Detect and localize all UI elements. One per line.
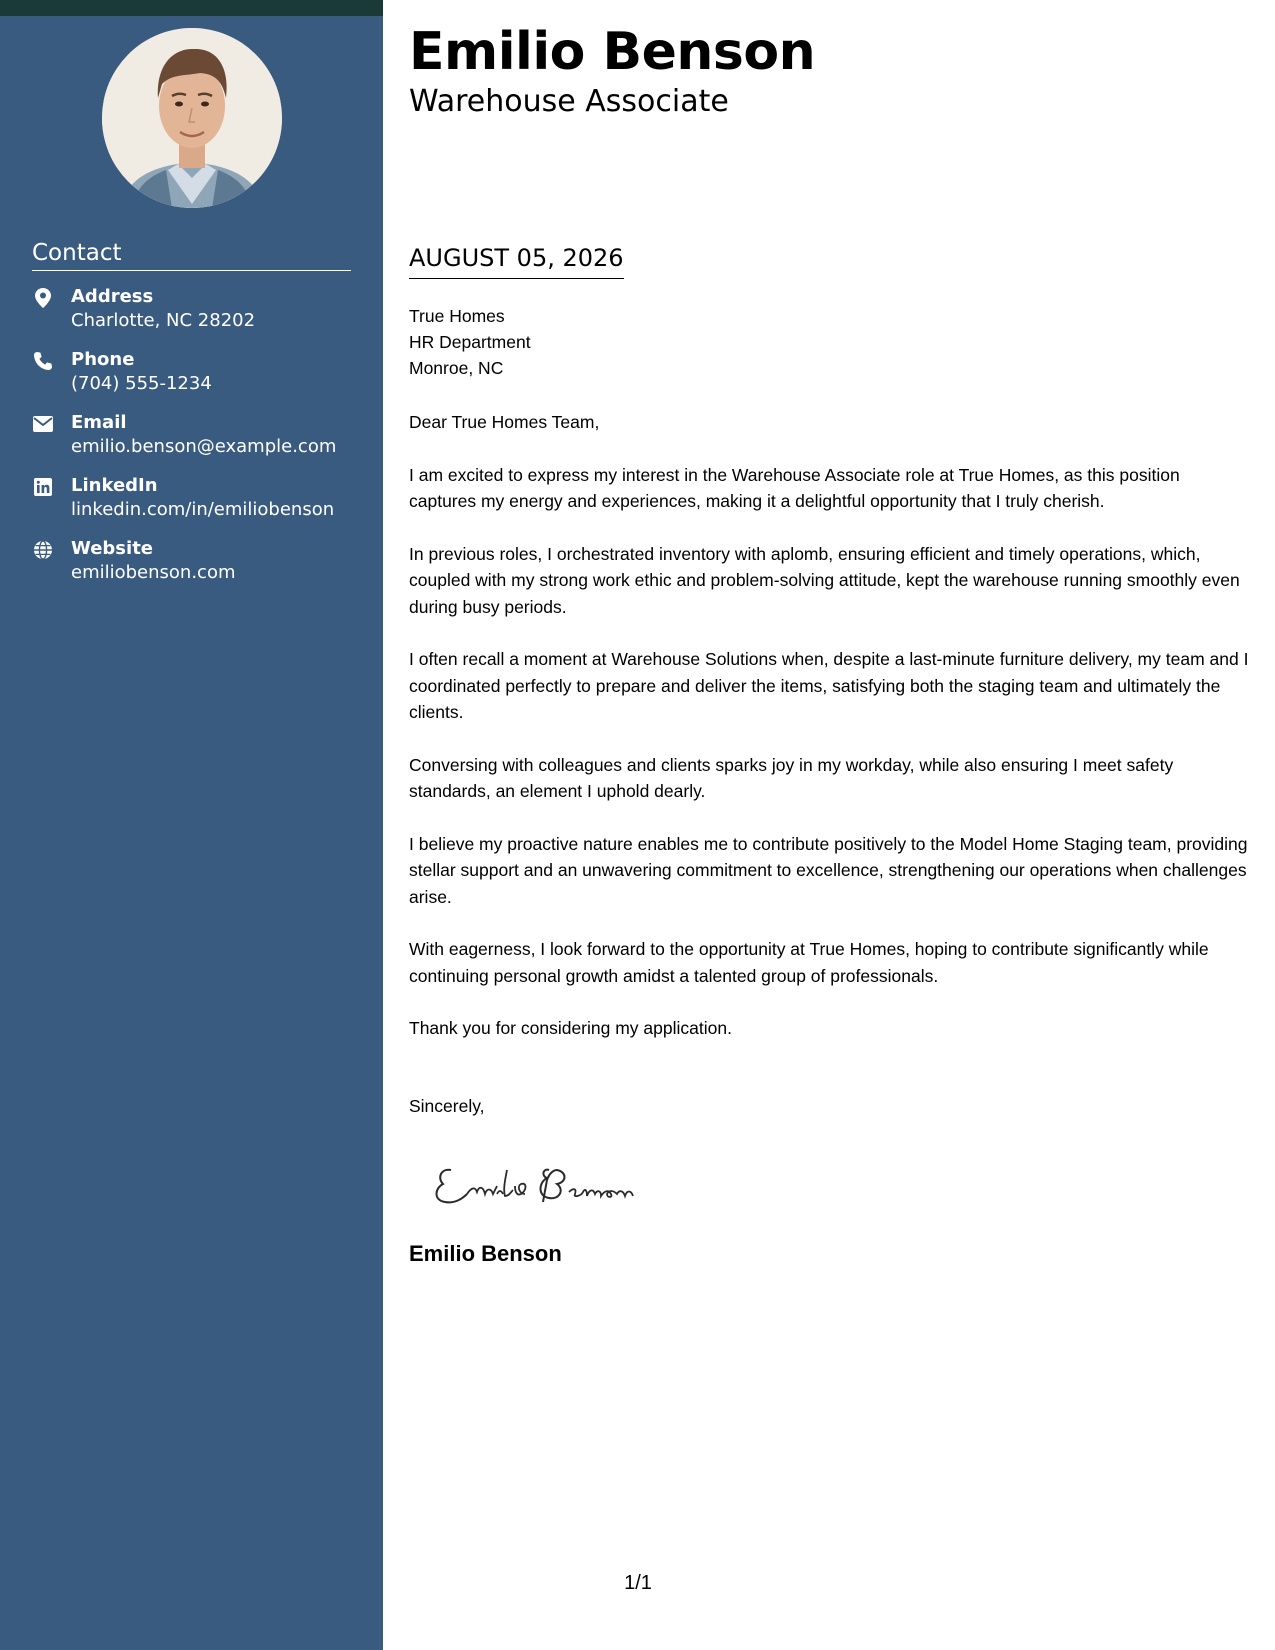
contact-value-website[interactable]: emiliobenson.com <box>71 562 236 583</box>
contact-list <box>32 285 362 600</box>
contact-label: Address <box>71 286 154 307</box>
recipient-department: HR Department <box>409 332 531 352</box>
phone-icon <box>32 350 54 372</box>
contact-item-phone <box>32 348 362 411</box>
job-title: Warehouse Associate <box>409 84 729 119</box>
salutation: Dear True Homes Team, <box>409 412 600 432</box>
paragraph: In previous roles, I orchestrated inventory with aplomb, ensuring efficient and timely operations, which, coupled with my strong work ethic and problem-solving attitude, kept the warehouse running smoothly even during busy periods. <box>409 543 1240 617</box>
contact-item-website <box>32 537 362 600</box>
paragraph: I believe my proactive nature enables me to contribute positively to the Model Home Staging team, providing stellar support and an unwavering commitment to excellence, strengthening our operations when challenges arise. <box>409 833 1248 907</box>
map-pin-icon <box>32 287 54 309</box>
contact-value-email[interactable]: emilio.benson@example.com <box>71 436 337 457</box>
contact-item-address <box>32 285 362 348</box>
contact-item-email <box>32 411 362 474</box>
contact-value-linkedin[interactable]: linkedin.com/in/emiliobenson <box>71 499 335 520</box>
signature-image <box>431 1150 661 1219</box>
applicant-name: Emilio Benson <box>409 22 816 82</box>
letter-text <box>409 409 1249 1068</box>
recipient-block <box>409 303 531 381</box>
page-number: 1/1 <box>624 1572 652 1594</box>
contact-label: Phone <box>71 349 135 370</box>
avatar-portrait <box>102 28 282 208</box>
paragraph: I often recall a moment at Warehouse Solutions when, despite a last-minute furniture delivery, my team and I coordinated perfectly to prepare and deliver the items, satisfying both the staging team and ultimately the clients. <box>409 649 1249 722</box>
paragraph: Conversing with colleagues and clients sparks joy in my workday, while also ensuring I meet safety standards, an element I uphold dearly. <box>409 754 1174 801</box>
sidebar <box>0 0 383 1650</box>
contact-label: LinkedIn <box>71 475 158 496</box>
contact-item-linkedin <box>32 474 362 537</box>
contact-value-address: Charlotte, NC 28202 <box>71 310 256 331</box>
sidebar-top-bar <box>0 0 383 16</box>
recipient-location: Monroe, NC <box>409 358 504 378</box>
signature-drawing <box>431 1150 661 1214</box>
recipient-company: True Homes <box>409 306 505 326</box>
paragraph: Thank you for considering my application. <box>409 1018 732 1038</box>
globe-icon <box>32 539 54 561</box>
linkedin-icon <box>32 476 54 498</box>
envelope-icon <box>32 413 54 435</box>
contact-label: Email <box>71 412 127 433</box>
contact-label: Website <box>71 538 154 559</box>
contact-value-phone: (704) 555-1234 <box>71 373 212 394</box>
paragraph: I am excited to express my interest in the Warehouse Associate role at True Homes, as this position captures my energy and experiences, making it a delightful opportunity that I truly cherish. <box>409 464 1180 511</box>
paragraph: With eagerness, I look forward to the opportunity at True Homes, hoping to contribute significantly while continuing personal growth amidst a talented group of professionals. <box>409 939 1209 986</box>
avatar <box>102 28 282 208</box>
closing: Sincerely, <box>409 1096 485 1116</box>
signed-name: Emilio Benson <box>409 1241 562 1266</box>
contact-heading: Contact <box>32 240 351 271</box>
letter-date: AUGUST 05, 2026 <box>409 244 624 279</box>
